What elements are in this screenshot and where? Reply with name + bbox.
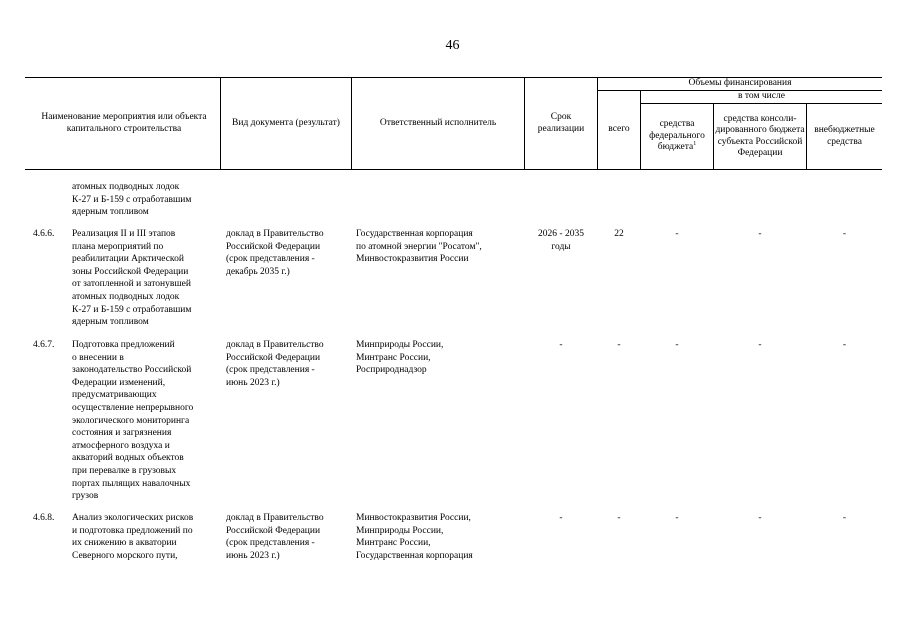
page-number: 46 (445, 38, 460, 53)
row-executor: Минвостокразвития России, Минприроды России, Минтранс России, Государственная корпорация (356, 513, 473, 561)
row-term: - (559, 513, 563, 523)
row-name: Реализация II и III этапов плана мероприятий по реабилитации Арктической зоны Российской Федерации от затопленной и затонувшей атомных подводных лодок К-27 и Б-159 с отработавшим ядерным топливом (72, 229, 192, 328)
row-total: 22 (614, 229, 624, 239)
header-total: всего (608, 124, 630, 135)
header-regional: средства консоли-дированного бюджета субъекта Российской Федерации (715, 113, 805, 158)
row-name: атомных подводных лодок К-27 и Б-159 с отработавшим ядерным топливом (72, 182, 192, 218)
row-number: 4.6.6. (33, 229, 55, 239)
row-name: Анализ экологических рисков и подготовка предложений по их снижению в акватории Северного морского пути, (72, 513, 194, 561)
row-total: - (617, 513, 621, 523)
footnote-marker: 1 (693, 141, 697, 148)
header-including: в том числе (738, 91, 785, 102)
header-funding-group: Объемы финансирования (688, 78, 792, 89)
header-extra-budget: внебюджетные средства (814, 125, 875, 147)
row-extra-budget: - (842, 229, 847, 239)
header-executor: Ответственный исполнитель (379, 117, 497, 128)
row-executor: Государственная корпорация по атомной энергии "Росатом", Минвостокразвития России (356, 229, 482, 265)
row-federal: - (675, 513, 679, 523)
header-bottom-border (25, 169, 882, 170)
row-document: доклад в Правительство Российской Федерации (срок представления - декабрь 2035 г.) (226, 229, 324, 277)
row-regional: - (758, 229, 762, 239)
row-executor: Минприроды России, Минтранс России, Росприроднадзор (356, 340, 444, 376)
header-federal-label: средства федерального бюджета (649, 119, 705, 153)
row-extra-budget: - (842, 340, 847, 350)
header-federal (641, 104, 713, 169)
row-name: Подготовка предложений о внесении в законодательство Российской Федерации изменений, предусматривающих осуществление непрерывного экологического мониторинга состояния и загрязнения атмосферного воздуха и акваторий водных объектов при перевалке в грузовых портах пылящих навалочных грузов (72, 340, 194, 502)
row-number: 4.6.7. (33, 340, 55, 350)
header-term: Срок реализации (537, 112, 585, 134)
row-term: 2026 - 2035 годы (538, 229, 584, 252)
row-total: - (617, 340, 621, 350)
row-extra-budget: - (842, 513, 847, 523)
row-term: - (559, 340, 563, 350)
row-number: 4.6.8. (33, 513, 55, 523)
row-regional: - (758, 513, 762, 523)
row-document: доклад в Правительство Российской Федерации (срок представления - июнь 2023 г.) (226, 340, 324, 388)
header-name: Наименование мероприятия или объекта капитального строительства (41, 112, 207, 134)
header-document: Вид документа (результат) (232, 117, 340, 128)
row-regional: - (758, 340, 762, 350)
row-document: доклад в Правительство Российской Федерации (срок представления - июнь 2023 г.) (226, 513, 324, 561)
row-federal: - (675, 340, 679, 350)
row-federal: - (675, 229, 679, 239)
